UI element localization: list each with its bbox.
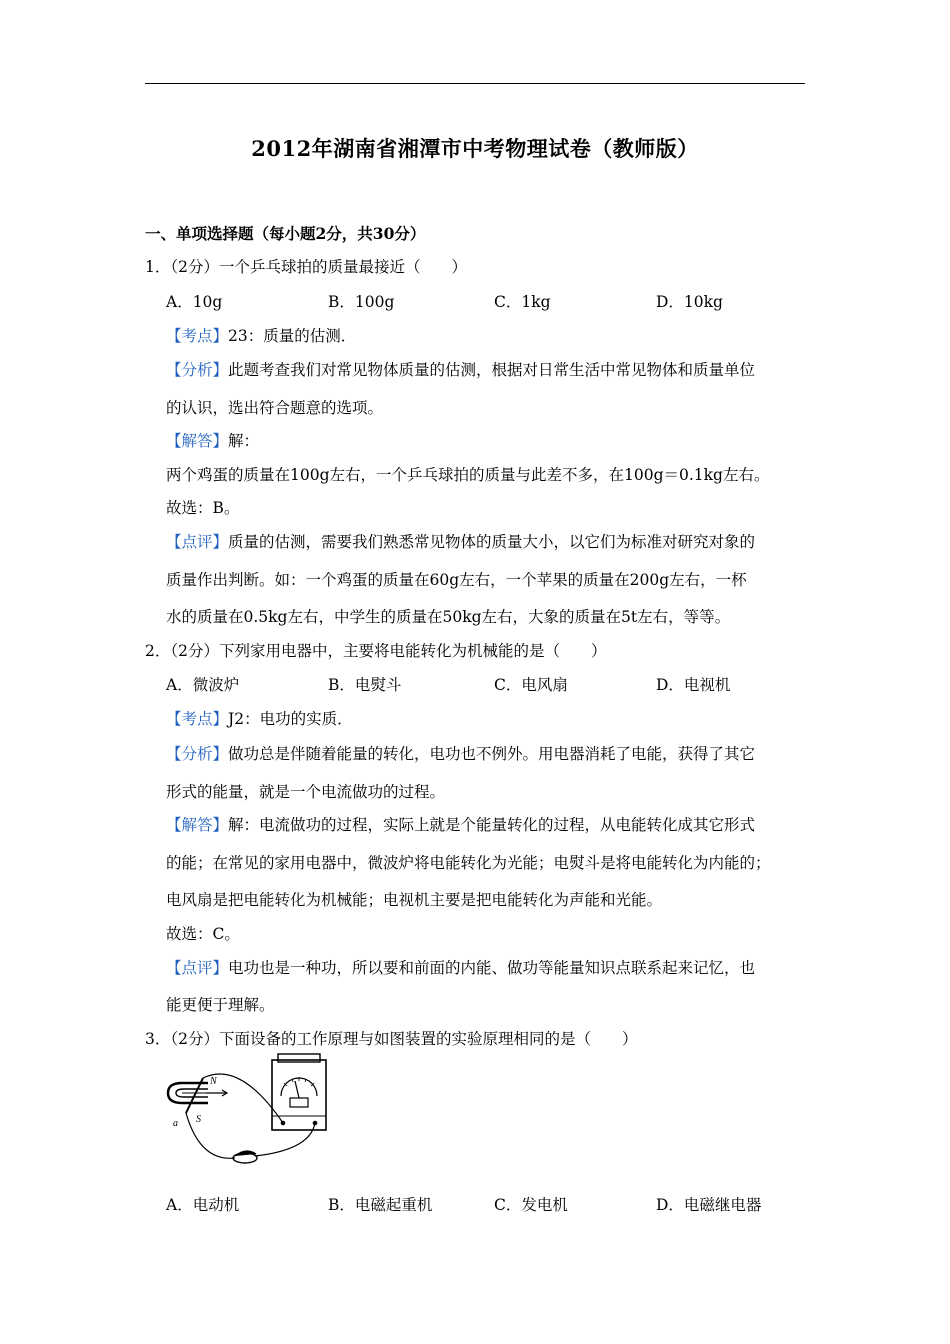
question-2-jieda bbox=[166, 815, 755, 835]
question-2-fenxi-cont: 形式的能量，就是一个电流做功的过程。 bbox=[166, 783, 446, 801]
question-2-option-c: C．电风扇 bbox=[494, 676, 568, 694]
dianping-text: 电功也是一种功，所以要和前面的内能、做功等能量知识点联系起来记忆，也 bbox=[228, 959, 756, 977]
label-s: S bbox=[196, 1114, 201, 1125]
jieda-tag: 【解答】 bbox=[166, 816, 229, 834]
question-2-answer: 故选：C。 bbox=[166, 925, 240, 943]
question-3-option-b: B．电磁起重机 bbox=[328, 1196, 433, 1214]
fenxi-text: 此题考查我们对常见物体质量的估测，根据对日常生活中常见物体和质量单位 bbox=[228, 361, 756, 379]
galvanometer-needle bbox=[295, 1081, 299, 1098]
question-2-dianping bbox=[166, 958, 755, 978]
header-rule bbox=[145, 83, 805, 84]
question-2-fenxi bbox=[166, 744, 755, 764]
label-n: N bbox=[210, 1076, 217, 1087]
question-1-option-d: D．10kg bbox=[656, 293, 723, 311]
question-2-option-b: B．电熨斗 bbox=[328, 676, 402, 694]
page-title: 2012年湖南省湘潭市中考物理试卷（教师版） bbox=[251, 136, 699, 161]
question-3-stem: 3．（2分）下面设备的工作原理与如图装置的实验原理相同的是（ ） bbox=[145, 1030, 638, 1048]
kaodian-tag: 【考点】 bbox=[166, 327, 229, 345]
fenxi-tag: 【分析】 bbox=[166, 745, 229, 763]
switch-lever bbox=[235, 1151, 256, 1156]
section-heading: 一、单项选择题（每小题2分，共30分） bbox=[145, 224, 426, 243]
question-1-dianping-cont-2: 水的质量在0.5kg左右，中学生的质量在50kg左右，大象的质量在5t左右，等等。 bbox=[166, 608, 731, 626]
label-a: a bbox=[173, 1118, 178, 1129]
jieda-text: 解： bbox=[228, 432, 260, 450]
galvanometer-mount bbox=[290, 1098, 308, 1107]
kaodian-tag: 【考点】 bbox=[166, 710, 229, 728]
question-2-option-a: A．微波炉 bbox=[166, 676, 240, 694]
question-3-option-d: D．电磁继电器 bbox=[656, 1196, 762, 1214]
question-3-option-c: C．发电机 bbox=[494, 1196, 568, 1214]
question-1-fenxi-cont: 的认识，选出符合题意的选项。 bbox=[166, 399, 384, 417]
question-3-option-a: A．电动机 bbox=[166, 1196, 240, 1214]
kaodian-text: 23：质量的估测． bbox=[228, 327, 357, 345]
wire-lower-right bbox=[255, 1123, 315, 1156]
question-1-kaodian bbox=[166, 326, 356, 346]
wire-lower-left bbox=[186, 1113, 235, 1158]
galvanometer-top bbox=[278, 1054, 320, 1062]
jieda-text: 解：电流做功的过程，实际上就是个能量转化的过程，从电能转化成其它形式 bbox=[228, 816, 756, 834]
question-2-option-d: D．电视机 bbox=[656, 676, 731, 694]
question-1-dianping-cont-1: 质量作出判断。如：一个鸡蛋的质量在60g左右，一个苹果的质量在200g左右，一杯 bbox=[166, 571, 747, 589]
question-1-option-a: A．10g bbox=[166, 293, 223, 311]
experiment-figure bbox=[160, 1050, 340, 1170]
dianping-tag: 【点评】 bbox=[166, 533, 229, 551]
question-2-jieda-cont-2: 电风扇是把电能转化为机械能；电视机主要是把电能转化为声能和光能。 bbox=[166, 891, 663, 909]
question-1-option-c: C．1kg bbox=[494, 293, 551, 311]
question-1-option-b: B．100g bbox=[328, 293, 395, 311]
question-2-dianping-cont: 能更便于理解。 bbox=[166, 996, 275, 1014]
question-2-kaodian bbox=[166, 709, 353, 729]
question-1-fenxi bbox=[166, 360, 755, 380]
question-1-answer: 故选：B。 bbox=[166, 499, 240, 517]
question-1-jieda-cont: 两个鸡蛋的质量在100g左右，一个乒乓球拍的质量与此差不多，在100g＝0.1kg左右。 bbox=[166, 466, 770, 484]
fenxi-tag: 【分析】 bbox=[166, 361, 229, 379]
jieda-tag: 【解答】 bbox=[166, 432, 229, 450]
question-1-dianping bbox=[166, 532, 755, 552]
dianping-tag: 【点评】 bbox=[166, 959, 229, 977]
dianping-text: 质量的估测，需要我们熟悉常见物体的质量大小，以它们为标准对研究对象的 bbox=[228, 533, 756, 551]
question-2-jieda-cont-1: 的能；在常见的家用电器中，微波炉将电能转化为光能；电熨斗是将电能转化为内能的； bbox=[166, 854, 771, 872]
question-1-jieda bbox=[166, 431, 259, 451]
fenxi-text: 做功总是伴随着能量的转化，电功也不例外。用电器消耗了电能，获得了其它 bbox=[228, 745, 756, 763]
kaodian-text: J2：电功的实质． bbox=[228, 710, 353, 728]
question-2-stem: 2．（2分）下列家用电器中，主要将电能转化为机械能的是（ ） bbox=[145, 642, 607, 660]
question-1-stem: 1．（2分）一个乒乓球拍的质量最接近（ ） bbox=[145, 258, 467, 276]
